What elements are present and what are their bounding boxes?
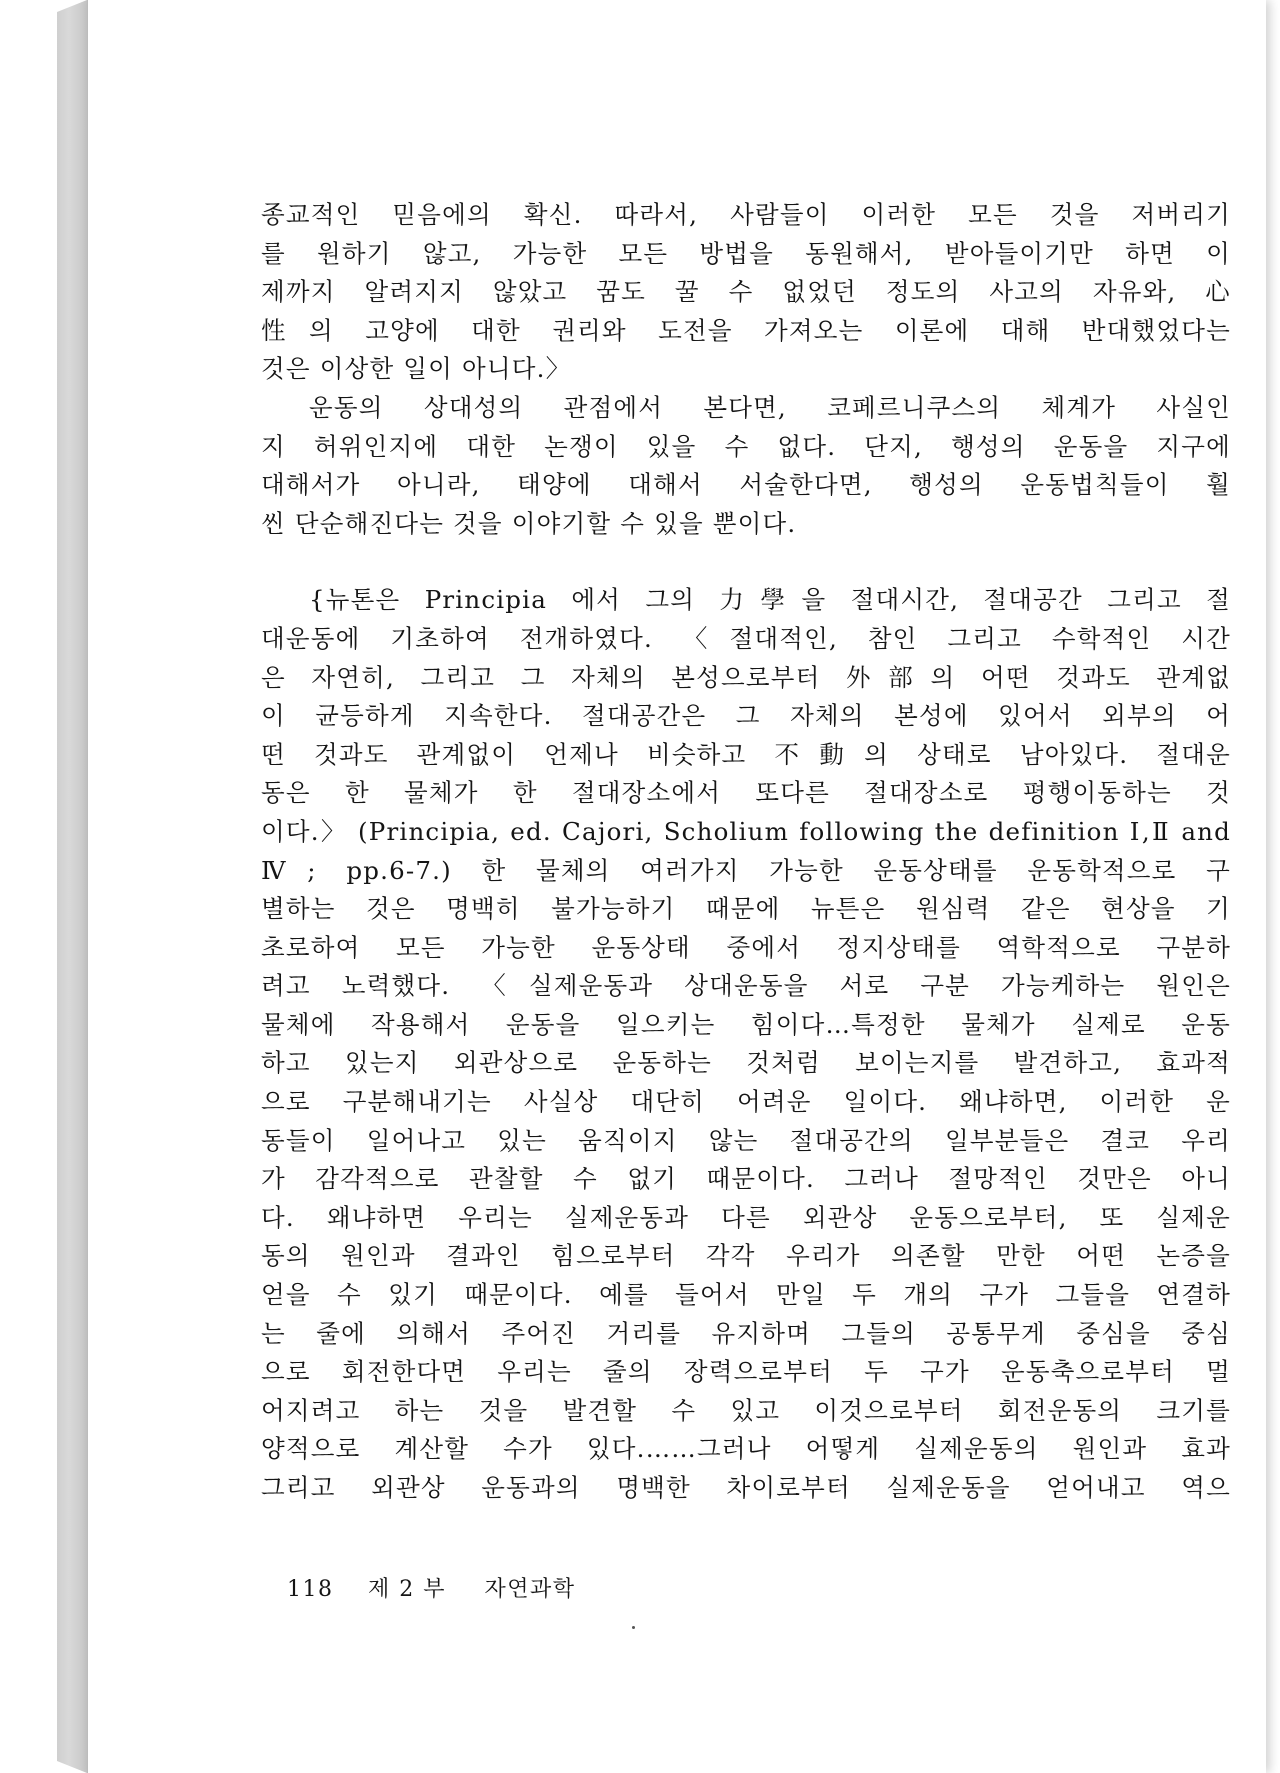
text-line: 동은 한 물체가 한 절대장소에서 또다른 절대장소로 평행이동하는 것 <box>261 778 1231 808</box>
text-line: {뉴톤은 Principia 에서 그의 力學을 절대시간, 절대공간 그리고 절 <box>309 585 1231 615</box>
paragraph-2 <box>261 389 1231 543</box>
text-line: 동들이 일어나고 있는 움직이지 않는 절대공간의 일부분들은 결코 우리 <box>261 1125 1231 1155</box>
paragraph-spacer <box>261 543 1231 581</box>
text-line: 이 균등하게 지속한다. 절대공간은 그 자체의 본성에 있어서 외부의 어 <box>261 701 1231 731</box>
text-line: Ⅳ; pp.6-7.) 한 물체의 여러가지 가능한 운동상태를 운동학적으로 구 <box>261 855 1231 885</box>
text-line: 별하는 것은 명백히 불가능하기 때문에 뉴튼은 원심력 같은 현상을 기 <box>261 894 1231 924</box>
text-line: 떤 것과도 관계없이 언제나 비슷하고 不動의 상태로 남아있다. 절대운 <box>261 739 1231 769</box>
text-line: 초로하여 모든 가능한 운동상태 중에서 정지상태를 역학적으로 구분하 <box>261 932 1231 962</box>
text-line: 려고 노력했다. 〈실제운동과 상대운동을 서로 구분 가능케하는 원인은 <box>261 971 1231 1001</box>
text-line: 어지려고 하는 것을 발견할 수 있고 이것으로부터 회전운동의 크기를 <box>261 1395 1231 1425</box>
text-line: 것은 이상한 일이 아니다.〉 <box>261 354 572 384</box>
text-line: 대해서가 아니라, 태양에 대해서 서술한다면, 행성의 운동법칙들이 훨 <box>261 470 1231 500</box>
text-line: 는 줄에 의해서 주어진 거리를 유지하며 그들의 공통무게 중심을 중심 <box>261 1318 1231 1348</box>
text-line: 물체에 작용해서 운동을 일으키는 힘이다…특정한 물체가 실제로 운동 <box>261 1009 1231 1039</box>
text-line: 性의 고양에 대한 권리와 도전을 가져오는 이론에 대해 반대했었다는 <box>261 315 1231 345</box>
section-label: 자연과학 <box>484 1577 576 1602</box>
text-line: 씬 단순해진다는 것을 이야기할 수 있을 뿐이다. <box>261 508 797 538</box>
text-line: 으로 회전한다면 우리는 줄의 장력으로부터 두 구가 운동축으로부터 멀 <box>261 1357 1231 1387</box>
text-line: 양적으로 계산할 수가 있다.……그러나 어떻게 실제운동의 원인과 효과 <box>261 1434 1231 1464</box>
text-line: 대운동에 기초하여 전개하였다. 〈절대적인, 참인 그리고 수학적인 시간 <box>261 623 1231 653</box>
text-line: 은 자연히, 그리고 그 자체의 본성으로부터 外部의 어떤 것과도 관계없 <box>261 662 1231 692</box>
text-line: 이다.〉 (Principia, ed. Cajori, Scholium following the definition Ⅰ,Ⅱ and <box>261 816 1231 846</box>
text-line: 가 감각적으로 관찰할 수 없기 때문이다. 그러나 절망적인 것만은 아니 <box>261 1164 1231 1194</box>
print-speck <box>632 1626 635 1629</box>
text-line: 다. 왜냐하면 우리는 실제운동과 다른 외관상 운동으로부터, 또 실제운 <box>261 1202 1231 1232</box>
page-number: 118 <box>287 1577 334 1602</box>
text-line: 를 원하기 않고, 가능한 모든 방법을 동원해서, 받아들이기만 하면 이 <box>261 238 1231 268</box>
text-line: 종교적인 믿음에의 확신. 따라서, 사람들이 이러한 모든 것을 저버리기 <box>261 200 1231 229</box>
text-line: 으로 구분해내기는 사실상 대단히 어려운 일이다. 왜냐하면, 이러한 운 <box>261 1087 1231 1117</box>
book-page <box>87 0 1266 1773</box>
text-line: 지 허위인지에 대한 논쟁이 있을 수 없다. 단지, 행성의 운동을 지구에 <box>261 431 1231 461</box>
text-line: 동의 원인과 결과인 힘으로부터 각각 우리가 의존할 만한 어떤 논증을 <box>261 1241 1231 1271</box>
text-line: 제까지 알려지지 않았고 꿈도 꿀 수 없었던 정도의 사고의 자유와, 心 <box>261 277 1231 307</box>
text-line: 운동의 상대성의 관점에서 본다면, 코페르니쿠스의 체계가 사실인 <box>309 392 1231 422</box>
paragraph-1 <box>261 196 1231 389</box>
text-line: 얻을 수 있기 때문이다. 예를 들어서 만일 두 개의 구가 그들을 연결하 <box>261 1280 1231 1310</box>
body-text <box>261 196 1231 1508</box>
text-line: 하고 있는지 외관상으로 운동하는 것처럼 보이는지를 발견하고, 효과적 <box>261 1048 1231 1078</box>
book-spine-edge <box>57 0 87 1773</box>
part-label: 제 2 부 <box>368 1577 446 1602</box>
paragraph-3 <box>261 581 1231 1507</box>
text-line: 그리고 외관상 운동과의 명백한 차이로부터 실제운동을 얻어내고 역으 <box>261 1473 1231 1502</box>
page-footer <box>287 1572 576 1603</box>
